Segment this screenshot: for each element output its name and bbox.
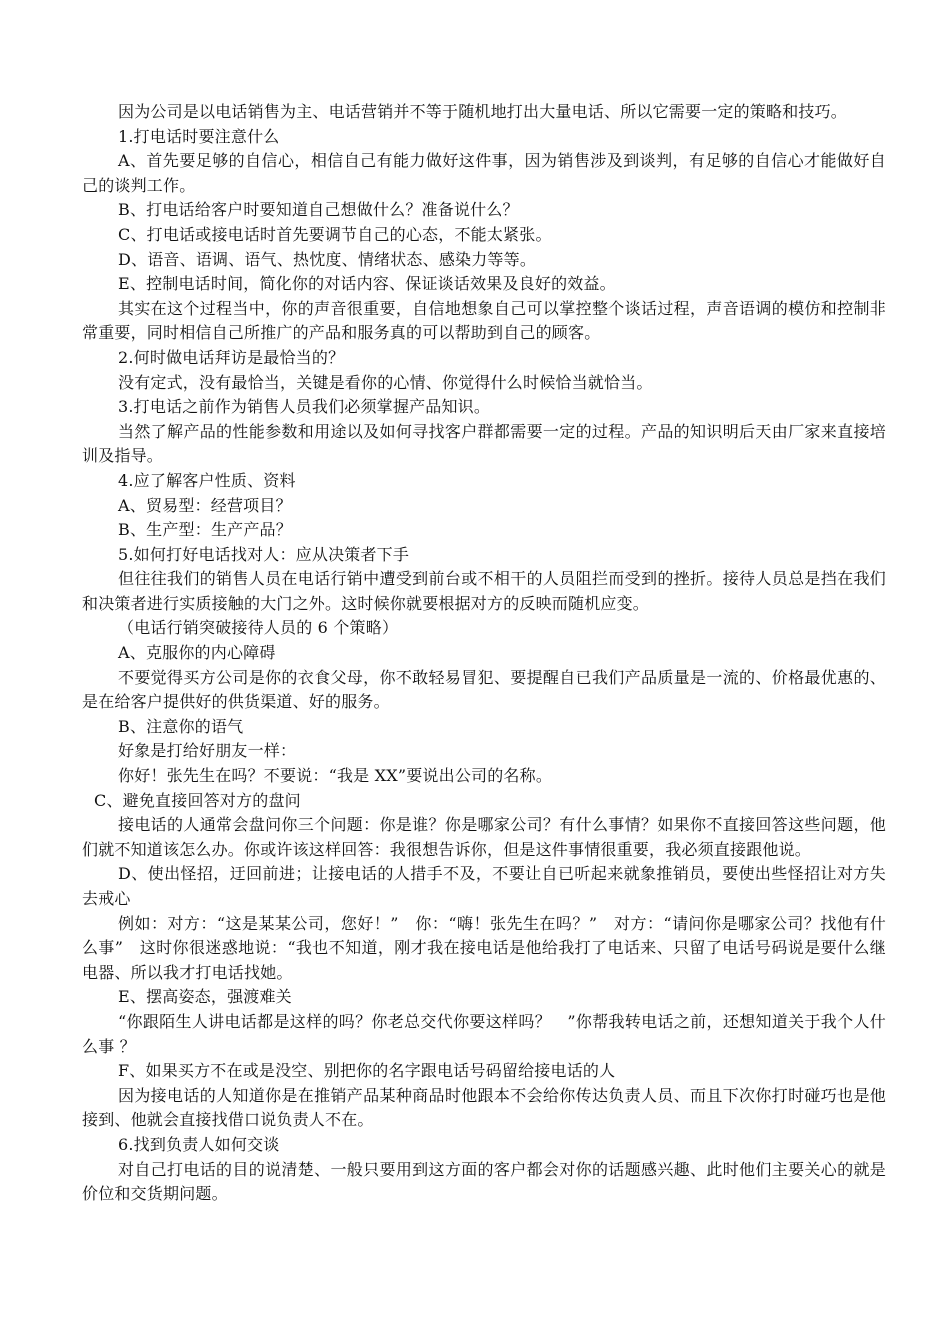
section-heading-5: 5.如何打好电话找对人：应从决策者下手 [118, 544, 410, 564]
list-item-d: D、语音、语调、语气、热忱度、情绪状态、感染力等等。 [118, 249, 537, 269]
strategy-a-heading: A、克服你的内心障碍 [118, 643, 276, 663]
body-paragraph: “你跟陌生人讲电话都是这样的吗？你老总交代你要这样吗？ ”你帮我转电话之前，还想知道关于我个人什么事 ？ [82, 1011, 886, 1056]
strategy-e-heading: E、摆高姿态，强渡难关 [118, 987, 292, 1007]
body-paragraph: 当然了解产品的性能参数和用途以及如何寻找客户群都需要一定的过程。产品的知识明后天由厂家来直接培训及指导。 [82, 421, 886, 466]
section-heading-1: 1.打电话时要注意什么 [118, 126, 280, 146]
body-paragraph: 其实在这个过程当中，你的声音很重要，自信地想象自己可以掌控整个谈话过程，声音语调的模仿和控制非常重要，同时相信自己所推广的产品和服务真的可以帮助到自己的顾客。 [82, 298, 886, 343]
strategy-c-heading: C、避免直接回答对方的盘问 [94, 790, 301, 810]
body-paragraph: 因为接电话的人知道你是在推销产品某种商品时他跟本不会给你传达负责人员、而且下次你打时碰巧也是他接到、他就会直接找借口说负责人不在。 [82, 1085, 886, 1130]
intro-paragraph: 因为公司是以电话销售为主、电话营销并不等于随机地打出大量电话、所以它需要一定的策略和技巧。 [118, 102, 848, 121]
body-paragraph: 不要觉得买方公司是你的衣食父母，你不敢轻易冒犯、要提醒自已我们产品质量是一流的、价格最优惠的、是在给客户提供好的供货渠道、好的服务。 [82, 667, 886, 712]
section-heading-2: 2.何时做电话拜访是最恰当的？ [118, 347, 345, 367]
section-heading-3: 3.打电话之前作为销售人员我们必须掌握产品知识。 [118, 397, 491, 417]
document-page [82, 100, 886, 1207]
body-paragraph: 但往往我们的销售人员在电话行销中遭受到前台或不相干的人员阻拦而受到的挫折。接待人员总是挡在我们和决策者进行实质接触的大门之外。这时候你就要根据对方的反映而随机应变。 [82, 569, 886, 613]
strategy-subheading: （电话行销突破接待人员的 6 个策略） [118, 618, 399, 638]
list-item-b: B、打电话给客户时要知道自己想做什么？准备说什么？ [118, 200, 519, 220]
strategy-d-heading: D、使出怪招，迂回前进；让接电话的人措手不及，不要让自已听起来就象推销员，要使出些怪招让对方失去戒心 [82, 864, 886, 908]
list-item-b: B、生产型：生产产品？ [118, 520, 292, 540]
section-heading-6: 6.找到负责人如何交谈 [118, 1134, 280, 1154]
body-paragraph: 接电话的人通常会盘问你三个问题：你是谁？你是哪家公司？有什么事情？如果你不直接回答这些问题，他们就不知道该怎么办。你或许该这样回答：我很想告诉你，但是这件事情很重要，我必须直接跟他说。 [82, 815, 886, 859]
list-item-a: A、首先要足够的自信心，相信自己有能力做好这件事，因为销售涉及到谈判，有足够的自信心才能做好自己的谈判工作。 [82, 151, 886, 195]
list-item-e: E、控制电话时间，简化你的对话内容、保证谈话效果及良好的效益。 [118, 274, 616, 294]
body-paragraph: 对自己打电话的目的说清楚、一般只要用到这方面的客户都会对你的话题感兴趣、此时他们主要关心的就是价位和交货期问题。 [82, 1159, 886, 1204]
body-paragraph: 好象是打给好朋友一样： [118, 741, 297, 761]
strategy-b-heading: B、注意你的语气 [118, 716, 244, 736]
body-paragraph: 没有定式，没有最恰当，关键是看你的心情、你觉得什么时候恰当就恰当。 [118, 372, 653, 392]
list-item-a: A、贸易型：经营项目？ [118, 495, 292, 515]
list-item-c: C、打电话或接电话时首先要调节自己的心态，不能太紧张。 [118, 224, 552, 244]
dialogue-example: 例如：对方：“这是某某公司，您好！” 你：“嗨！张先生在吗？” 对方：“请问你是哪家公司？找他有什么事” 这时你很迷惑地说：“我也不知道，刚才我在接电话是他给我打了电话来、只留了电话号码说是要什么继电器、所以我才打电话找她。 [82, 913, 886, 982]
section-heading-4: 4.应了解客户性质、资料 [118, 470, 296, 490]
strategy-f-heading: F、如果买方不在或是没空、别把你的名字跟电话号码留给接电话的人 [118, 1061, 616, 1081]
body-paragraph: 你好！张先生在吗？不要说：“我是 XX”要说出公司的名称。 [118, 766, 553, 786]
